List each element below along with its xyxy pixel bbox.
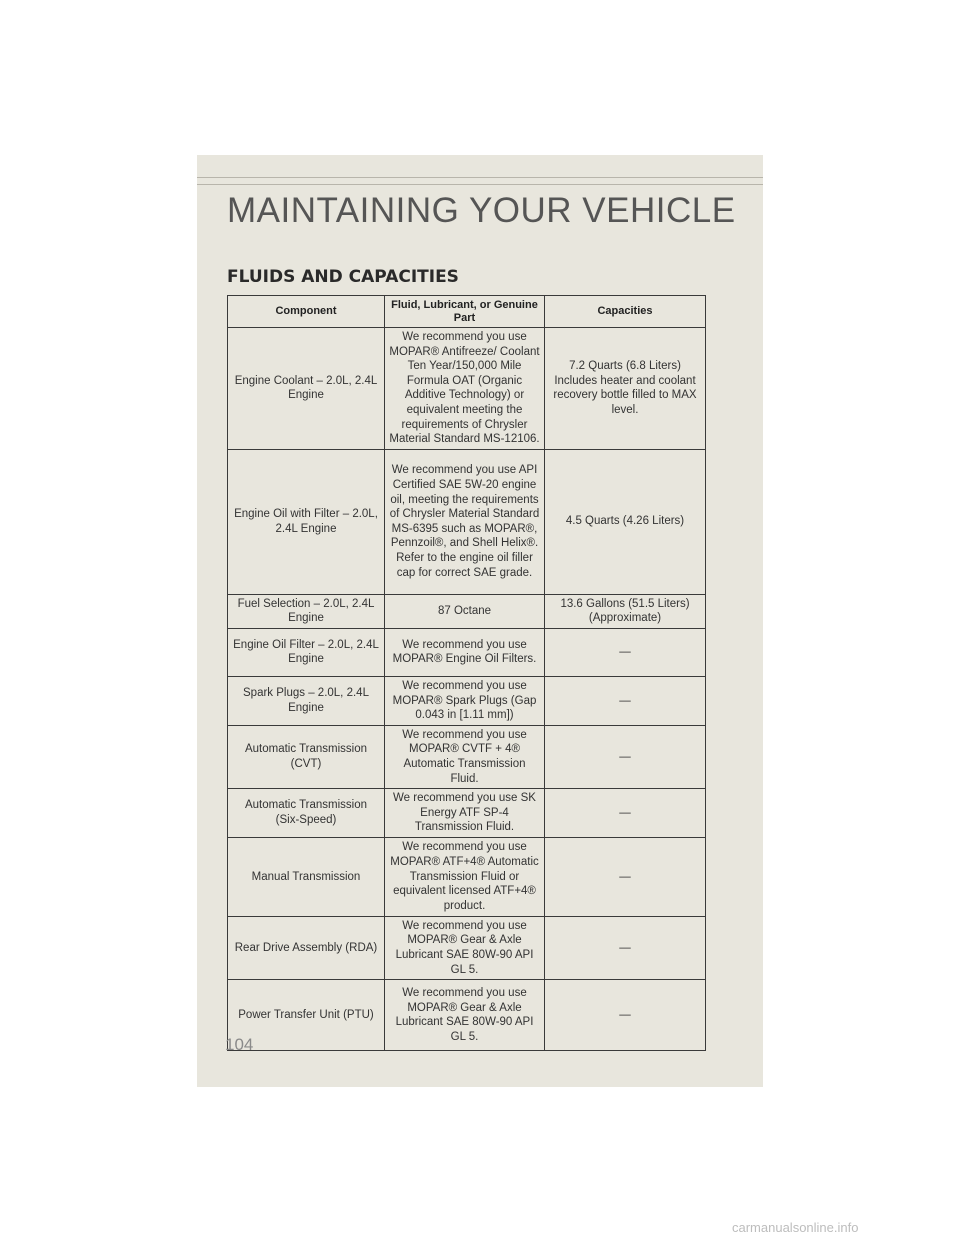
table-row xyxy=(228,789,706,838)
fluids-capacities-table xyxy=(227,295,706,1051)
table-row xyxy=(228,916,706,979)
cell-component: Automatic Transmission (CVT) xyxy=(228,725,385,788)
section-header: MAINTAINING YOUR VEHICLE xyxy=(227,191,736,230)
cell-component: Rear Drive Assembly (RDA) xyxy=(228,916,385,979)
cell-fluid: We recommend you use API Certified SAE 5W-20 engine oil, meeting the requirements of Chrysler Material Standard MS-6395 such as MOPAR®, Pennzoil®, and Shell Helix®. Refer to the engine oil filler cap for correct SAE grade. xyxy=(385,449,545,594)
cell-component: Manual Transmission xyxy=(228,837,385,916)
cell-component: Engine Oil with Filter – 2.0L, 2.4L Engine xyxy=(228,449,385,594)
watermark: carmanualsonline.info xyxy=(732,1220,859,1235)
cell-capacity: 4.5 Quarts (4.26 Liters) xyxy=(545,449,706,594)
table-row xyxy=(228,628,706,676)
cell-capacity: 7.2 Quarts (6.8 Liters) Includes heater and coolant recovery bottle filled to MAX level. xyxy=(545,328,706,450)
table-row xyxy=(228,837,706,916)
cell-component: Fuel Selection – 2.0L, 2.4L Engine xyxy=(228,594,385,628)
cell-capacity: — xyxy=(545,676,706,725)
table-row xyxy=(228,980,706,1051)
cell-fluid: We recommend you use MOPAR® Gear & Axle Lubricant SAE 80W-90 API GL 5. xyxy=(385,980,545,1051)
table-row xyxy=(228,328,706,450)
cell-capacity: — xyxy=(545,916,706,979)
column-header-capacities: Capacities xyxy=(545,296,706,328)
table-row xyxy=(228,676,706,725)
manual-page xyxy=(197,155,763,1087)
header-rule-bottom xyxy=(197,184,763,185)
cell-capacity: — xyxy=(545,789,706,838)
cell-component: Power Transfer Unit (PTU) xyxy=(228,980,385,1051)
cell-fluid: We recommend you use MOPAR® CVTF + 4® Automatic Transmission Fluid. xyxy=(385,725,545,788)
cell-component: Engine Oil Filter – 2.0L, 2.4L Engine xyxy=(228,628,385,676)
cell-fluid: 87 Octane xyxy=(385,594,545,628)
column-header-fluid: Fluid, Lubricant, or Genuine Part xyxy=(385,296,545,328)
table-header-row xyxy=(228,296,706,328)
cell-capacity: — xyxy=(545,980,706,1051)
cell-capacity: 13.6 Gallons (51.5 Liters) (Approximate) xyxy=(545,594,706,628)
cell-capacity: — xyxy=(545,837,706,916)
cell-fluid: We recommend you use SK Energy ATF SP-4 Transmission Fluid. xyxy=(385,789,545,838)
cell-capacity: — xyxy=(545,628,706,676)
table-row xyxy=(228,594,706,628)
page-number: 104 xyxy=(225,1035,254,1054)
cell-component: Engine Coolant – 2.0L, 2.4L Engine xyxy=(228,328,385,450)
cell-component: Spark Plugs – 2.0L, 2.4L Engine xyxy=(228,676,385,725)
cell-capacity: — xyxy=(545,725,706,788)
cell-fluid: We recommend you use MOPAR® Engine Oil Filters. xyxy=(385,628,545,676)
cell-component: Automatic Transmission (Six-Speed) xyxy=(228,789,385,838)
page-title: FLUIDS AND CAPACITIES xyxy=(227,267,459,287)
table-row xyxy=(228,725,706,788)
cell-fluid: We recommend you use MOPAR® Gear & Axle Lubricant SAE 80W-90 API GL 5. xyxy=(385,916,545,979)
header-rule-top xyxy=(197,177,763,178)
table-row xyxy=(228,449,706,594)
cell-fluid: We recommend you use MOPAR® Spark Plugs (Gap 0.043 in [1.11 mm]) xyxy=(385,676,545,725)
column-header-component: Component xyxy=(228,296,385,328)
cell-fluid: We recommend you use MOPAR® ATF+4® Automatic Transmission Fluid or equivalent licensed ATF+4® product. xyxy=(385,837,545,916)
cell-fluid: We recommend you use MOPAR® Antifreeze/ Coolant Ten Year/150,000 Mile Formula OAT (Organic Additive Technology) or equivalent meeting the requirements of Chrysler Material Standard MS-12106. xyxy=(385,328,545,450)
